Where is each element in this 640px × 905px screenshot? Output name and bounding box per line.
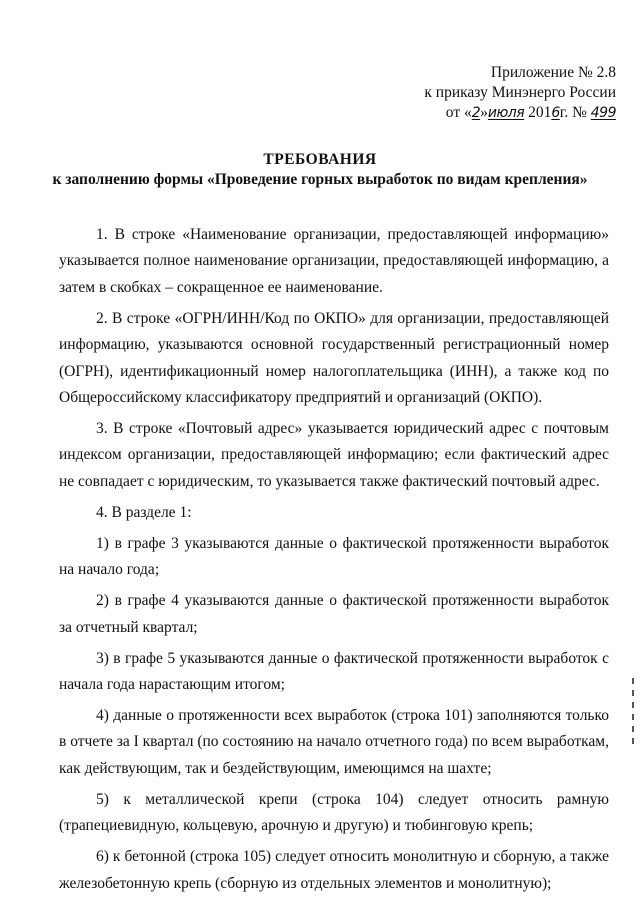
- paragraph: 6) к бетонной (строка 105) следует относить монолитную и сборную, а также железобетонную крепь (сборную из отдельных элементов и монолитную);: [59, 848, 609, 892]
- paragraph: 2) в графе 4 указываются данные о фактической протяженности выработок за отчетный квартал;: [59, 592, 609, 636]
- document-body: [59, 222, 609, 902]
- paragraph: 3) в графе 5 указываются данные о фактической протяженности выработок с начала года нарастающим итогом;: [59, 649, 609, 694]
- paragraph: 5) к металлической крепи (строка 104) следует относить рамную (трапециевидную, кольцевую, арочную и другую) и тюбинговую крепь;: [59, 790, 609, 835]
- title-subheading: к заполнению формы «Проведение горных выработок по видам крепления»: [52, 171, 588, 188]
- handwritten-day: 2: [471, 105, 481, 121]
- appendix-number: Приложение № 2.8: [490, 64, 616, 81]
- handwritten-month: июля: [487, 105, 525, 121]
- paragraph: 4. В разделе 1:: [96, 503, 192, 521]
- document-title: [0, 150, 640, 190]
- title-heading: ТРЕБОВАНИЯ: [263, 151, 377, 168]
- order-reference: к приказу Минэнерго России: [424, 84, 616, 101]
- handwritten-order-number: 499: [590, 105, 616, 121]
- paragraph: 3. В строке «Почтовый адрес» указывается юридический адрес с почтовым индексом организации, предоставляющей информацию; если фактический адрес не совпадает с юридическим, то указывается также фактический почтовый адрес.: [59, 420, 609, 490]
- paragraph: 4) данные о протяженности всех выработок (строка 101) заполняются только в отчете за I квартал (по состоянию на начало отчетного года) по всем выработкам, как действующим, так и бездействующим, имеющимся на шахте;: [59, 707, 609, 777]
- paragraph: 1) в графе 3 указываются данные о фактической протяженности выработок на начало года;: [59, 534, 609, 579]
- scan-edge-marks: [630, 672, 636, 744]
- paragraph: 2. В строке «ОГРН/ИНН/Код по ОКПО» для организации, предоставляющей информацию, указываются основной государственный регистрационный номер (ОГРН), идентификационный номер налогоплательщика (ИНН), а также код по Общероссийскому классификатору предприятий и организаций (ОКПО).: [59, 309, 609, 407]
- paragraph: 1. В строке «Наименование организации, предоставляющей информацию» указывается полное наименование организации, предоставляющей информацию, а затем в скобках – сокращенное ее наименование.: [59, 226, 609, 296]
- appendix-header: [356, 63, 616, 123]
- order-date-number: от «2»июля 2016г. № 499: [445, 104, 616, 121]
- handwritten-year: 6: [551, 105, 560, 121]
